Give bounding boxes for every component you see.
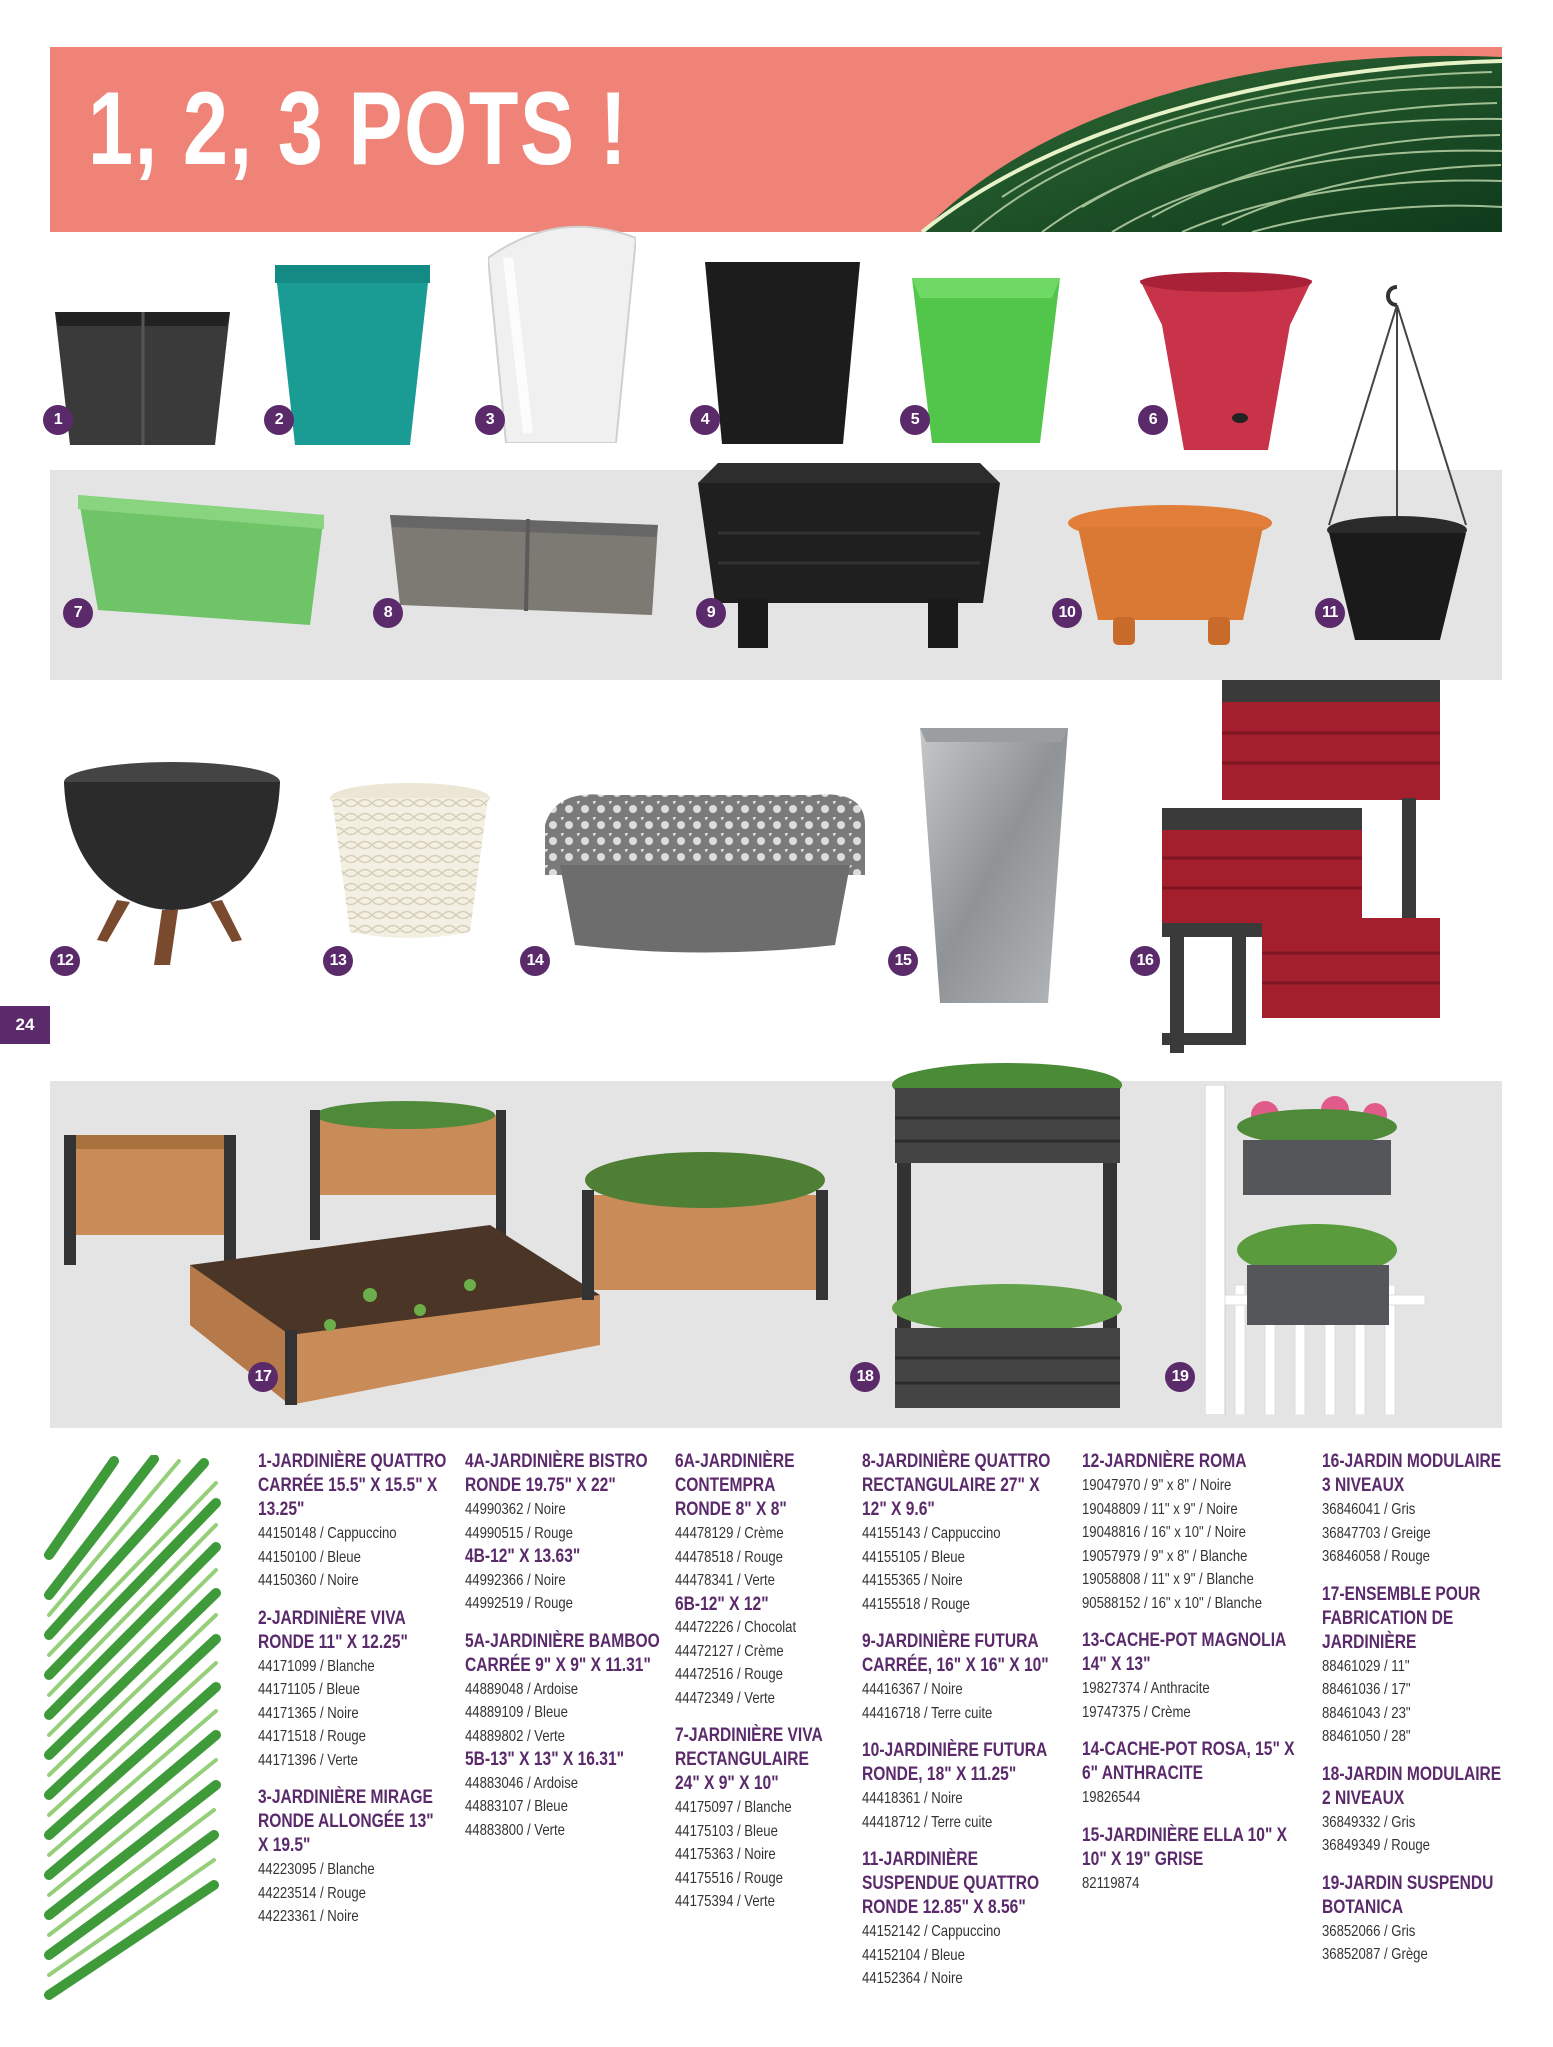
product-14 — [1082, 1738, 1307, 1810]
sku-line: 44171518 / Rouge — [258, 1728, 366, 1745]
product-image-5 — [912, 268, 1060, 443]
text-column-3 — [675, 1450, 835, 1928]
product-image-3 — [488, 218, 636, 443]
sku-line: 19058808 / 11" x 9" / Blanche — [1082, 1571, 1254, 1588]
product-title: 9-JARDINIÈRE FUTURA CARRÉE, 16" X 16" X 10" — [862, 1631, 1049, 1676]
sku-line: 44992519 / Rouge — [465, 1595, 573, 1612]
sku-line: 90588152 / 16" x 10" / Blanche — [1082, 1594, 1263, 1612]
sku-line: 36849349 / Rouge — [1322, 1837, 1430, 1854]
sku-line: 44152364 / Noire — [862, 1970, 963, 1987]
sku-line: 44155365 / Noire — [862, 1572, 963, 1589]
product-image-17 — [60, 1085, 840, 1405]
product-7 — [675, 1724, 835, 1914]
badge-11: 11 — [1315, 598, 1345, 628]
product-title: 11-JARDINIÈRE SUSPENDUE QUATTRO RONDE 12.85" X 8.56" — [862, 1849, 1040, 1918]
text-column-4 — [862, 1450, 1067, 2005]
product-image-18 — [885, 1063, 1130, 1418]
sku-line: 44883107 / Bleue — [465, 1798, 568, 1815]
sku-line: 36847703 / Greige — [1322, 1524, 1431, 1542]
product-title: 3-JARDINIÈRE MIRAGE RONDE ALLONGÉE 13" X 19.5" — [258, 1787, 434, 1856]
product-10 — [862, 1739, 1067, 1834]
badge-8: 8 — [373, 598, 403, 628]
product-15 — [1082, 1824, 1307, 1896]
sku-line: 36852087 / Grège — [1322, 1946, 1428, 1963]
product-title: 7-JARDINIÈRE VIVA RECTANGULAIRE 24" X 9" X 10" — [675, 1725, 823, 1794]
sku-line: 44175516 / Rouge — [675, 1869, 783, 1887]
product-title: 17-ENSEMBLE POUR FABRICATION DE JARDINIÈRE — [1322, 1583, 1481, 1653]
product-1 — [258, 1450, 448, 1593]
product-image-10 — [1068, 505, 1273, 647]
text-column-6 — [1322, 1450, 1512, 1981]
badge-10: 10 — [1052, 598, 1082, 628]
product-title: 19-JARDIN SUSPENDU BOTANICA — [1322, 1872, 1494, 1918]
product-image-13 — [330, 782, 490, 940]
product-image-1 — [55, 300, 230, 450]
product-16 — [1322, 1450, 1512, 1569]
badge-12: 12 — [50, 946, 80, 976]
sku-line: 44175103 / Bleue — [675, 1822, 778, 1840]
product-11 — [862, 1848, 1067, 1991]
sku-line: 44883800 / Verte — [465, 1821, 565, 1839]
text-column-1 — [258, 1450, 448, 1943]
sku-line: 44416367 / Noire — [862, 1681, 963, 1698]
badge-4: 4 — [690, 405, 720, 435]
sku-line: 44889048 / Ardoise — [465, 1680, 579, 1698]
sku-line: 36849332 / Gris — [1322, 1813, 1416, 1831]
sku-line: 44472127 / Crème — [675, 1642, 784, 1660]
sku-line: 88461050 / 28" — [1322, 1728, 1411, 1745]
badge-16: 16 — [1130, 946, 1160, 976]
product-4 — [465, 1450, 660, 1616]
sku-line: 36846058 / Rouge — [1322, 1548, 1430, 1565]
sku-line: 44478129 / Crème — [675, 1525, 784, 1542]
sku-line: 36846041 / Gris — [1322, 1501, 1416, 1518]
badge-17: 17 — [248, 1362, 278, 1392]
sku-line: 44175394 / Verte — [675, 1893, 775, 1910]
product-8 — [862, 1450, 1067, 1616]
sku-line: 88461043 / 23" — [1322, 1704, 1411, 1722]
product-2 — [258, 1607, 448, 1773]
product-title: 2-JARDINIÈRE VIVA RONDE 11" X 12.25" — [258, 1607, 408, 1653]
sku-line: 19047970 / 9" x 8" / Noire — [1082, 1477, 1232, 1494]
sku-line: 44150360 / Noire — [258, 1572, 359, 1589]
sku-line: 19048809 / 11" x 9" / Noire — [1082, 1500, 1238, 1518]
sku-line: 44175363 / Noire — [675, 1846, 776, 1863]
product-title: 8-JARDINIÈRE QUATTRO RECTANGULAIRE 27" X 12" X 9.6" — [862, 1451, 1051, 1520]
product-title: 16-JARDIN MODULAIRE 3 NIVEAUX — [1322, 1451, 1502, 1496]
sku-line: 44152142 / Cappuccino — [862, 1923, 1001, 1940]
product-image-7 — [78, 495, 324, 625]
badge-2: 2 — [264, 405, 294, 435]
product-3 — [258, 1786, 448, 1929]
product-18 — [1322, 1763, 1512, 1858]
sku-line: 44171365 / Noire — [258, 1704, 359, 1722]
sku-line: 44889802 / Verte — [465, 1727, 565, 1745]
sku-line: 44418712 / Terre cuite — [862, 1813, 993, 1831]
sku-line: 19747375 / Crème — [1082, 1703, 1191, 1721]
sku-line: 44171396 / Verte — [258, 1751, 358, 1769]
sku-line: 44171099 / Blanche — [258, 1657, 375, 1675]
product-9 — [862, 1630, 1067, 1725]
product-image-14 — [545, 785, 865, 955]
sku-line: 44418361 / Noire — [862, 1790, 963, 1807]
sku-line: 44472226 / Chocolat — [675, 1619, 797, 1636]
product-image-8 — [390, 505, 658, 625]
sku-line: 44883046 / Ardoise — [465, 1774, 579, 1792]
sku-line: 44223361 / Noire — [258, 1908, 359, 1925]
product-image-2 — [275, 265, 430, 445]
sku-line: 44175097 / Blanche — [675, 1799, 792, 1816]
sku-line: 44990515 / Rouge — [465, 1524, 573, 1542]
product-13 — [1082, 1629, 1307, 1724]
sku-line: 44992366 / Noire — [465, 1571, 566, 1589]
badge-19: 19 — [1165, 1362, 1195, 1392]
tropical-leaf-image — [882, 47, 1502, 232]
sku-line: 44150148 / Cappuccino — [258, 1525, 397, 1542]
badge-3: 3 — [475, 405, 505, 435]
badge-15: 15 — [888, 946, 918, 976]
palm-leaf-image — [44, 1455, 224, 2003]
badge-18: 18 — [850, 1362, 880, 1392]
product-19 — [1322, 1872, 1512, 1967]
sku-line: 36852066 / Gris — [1322, 1922, 1416, 1940]
sku-line: 44152104 / Bleue — [862, 1946, 965, 1964]
variant-title: 5B-13" X 13" X 16.31" — [465, 1749, 625, 1770]
product-title: 5A-JARDINIÈRE BAMBOO CARRÉE 9" X 9" X 11.31" — [465, 1630, 660, 1676]
sku-line: 44223514 / Rouge — [258, 1884, 366, 1902]
badge-13: 13 — [323, 946, 353, 976]
sku-line: 44155105 / Bleue — [862, 1548, 965, 1566]
product-5 — [465, 1630, 660, 1843]
sku-line: 19827374 / Anthracite — [1082, 1680, 1210, 1697]
product-title: 18-JARDIN MODULAIRE 2 NIVEAUX — [1322, 1763, 1502, 1809]
sku-line: 19826544 — [1082, 1789, 1141, 1806]
sku-line: 19057979 / 9" x 8" / Blanche — [1082, 1547, 1248, 1565]
product-image-19 — [1205, 1085, 1455, 1415]
sku-line: 44155143 / Cappuccino — [862, 1525, 1001, 1542]
product-image-15 — [920, 728, 1068, 1003]
product-image-16 — [1162, 678, 1447, 1053]
product-title: 12-JARDNIÈRE ROMA — [1082, 1451, 1247, 1472]
badge-6: 6 — [1138, 405, 1168, 435]
product-image-11 — [1325, 285, 1470, 645]
sku-line: 88461036 / 17" — [1322, 1681, 1411, 1698]
sku-line: 44150100 / Bleue — [258, 1548, 361, 1566]
page-number: 24 — [0, 1006, 50, 1044]
variant-title: 4B-12" X 13.63" — [465, 1546, 581, 1567]
variant-title: 6B-12" X 12" — [675, 1593, 769, 1615]
badge-7: 7 — [63, 598, 93, 628]
product-6 — [675, 1450, 835, 1710]
sku-line: 44889109 / Bleue — [465, 1704, 568, 1721]
sku-line: 44155518 / Rouge — [862, 1595, 970, 1613]
sku-line: 44990362 / Noire — [465, 1501, 566, 1518]
badge-5: 5 — [900, 405, 930, 435]
product-title: 14-CACHE-POT ROSA, 15" X 6" ANTHRACITE — [1082, 1739, 1295, 1784]
product-title: 6A-JARDINIÈRE CONTEMPRA RONDE 8" X 8" — [675, 1451, 795, 1520]
sku-line: 44416718 / Terre cuite — [862, 1704, 993, 1722]
product-title: 1-JARDINIÈRE QUATTRO CARRÉE 15.5" X 15.5" X 13.25" — [258, 1451, 447, 1520]
badge-1: 1 — [43, 405, 73, 435]
sku-line: 44472516 / Rouge — [675, 1666, 783, 1683]
text-column-2 — [465, 1450, 660, 1856]
product-image-12 — [62, 760, 282, 965]
product-image-4 — [705, 262, 860, 444]
product-title: 15-JARDINIÈRE ELLA 10" X 10" X 19" GRISE — [1082, 1824, 1288, 1870]
sku-line: 44478518 / Rouge — [675, 1548, 783, 1566]
text-column-5 — [1082, 1450, 1307, 1909]
product-title: 13-CACHE-POT MAGNOLIA 14" X 13" — [1082, 1630, 1286, 1675]
page-title: 1, 2, 3 POTS ! — [88, 71, 629, 187]
sku-line: 44472349 / Verte — [675, 1689, 775, 1707]
sku-line: 44478341 / Verte — [675, 1572, 775, 1589]
product-title: 10-JARDINIÈRE FUTURA RONDE, 18" X 11.25" — [862, 1740, 1047, 1785]
sku-line: 44223095 / Blanche — [258, 1861, 375, 1878]
product-12 — [1082, 1450, 1307, 1615]
header-banner — [50, 47, 1502, 232]
product-image-9 — [698, 463, 1000, 648]
sku-line: 88461029 / 11" — [1322, 1657, 1410, 1675]
sku-line: 19048816 / 16" x 10" / Noire — [1082, 1524, 1246, 1541]
badge-9: 9 — [696, 598, 726, 628]
badge-14: 14 — [520, 946, 550, 976]
sku-line: 44171105 / Bleue — [258, 1681, 360, 1698]
product-title: 4A-JARDINIÈRE BISTRO RONDE 19.75" X 22" — [465, 1451, 648, 1496]
product-17 — [1322, 1583, 1512, 1749]
sku-line: 82119874 — [1082, 1874, 1140, 1892]
